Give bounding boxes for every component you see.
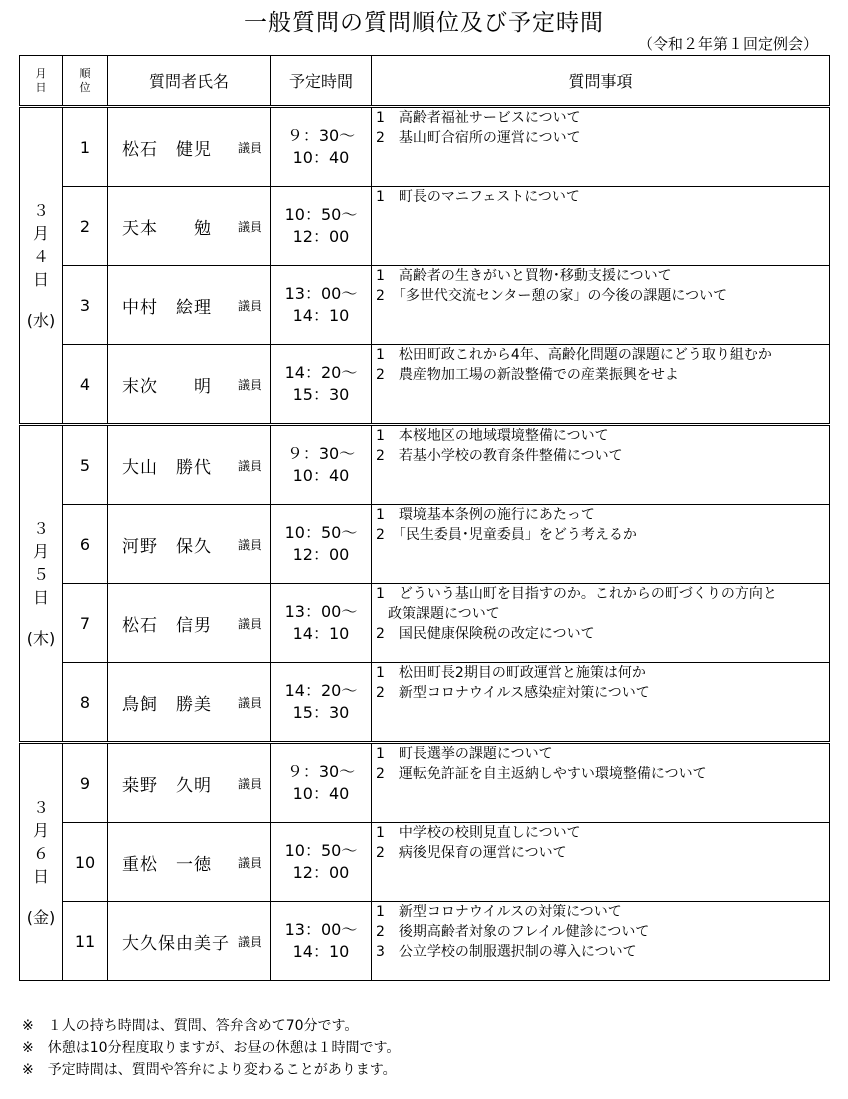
time-line: 13：00～ bbox=[284, 602, 358, 621]
time-line: 15：30 bbox=[292, 385, 350, 404]
date-char: 月 bbox=[32, 224, 49, 243]
time-line: ９：30～ bbox=[286, 444, 356, 463]
topic-item: 1 環境基本条例の施行にあたって bbox=[376, 507, 595, 523]
note-item: ※ 休憩は10分程度取りますが、お昼の休憩は１時間です。 bbox=[22, 1040, 401, 1056]
time-line: 14：10 bbox=[292, 942, 350, 961]
topic-item: 2 「多世代交流センター憩の家」の今後の課題について bbox=[376, 288, 728, 304]
topics-cell bbox=[372, 505, 830, 584]
date-char: ４ bbox=[32, 247, 49, 266]
time-line: ９：30～ bbox=[286, 126, 356, 145]
topic-item: 2 「民生委員･児童委員」をどう考えるか bbox=[376, 527, 637, 543]
topic-item: 1 高齢者福祉サービスについて bbox=[376, 110, 581, 126]
topic-item: 1 どういう基山町を目指すのか。これからの町づくりの方向と bbox=[376, 586, 777, 602]
order-cell: 3 bbox=[63, 266, 108, 345]
topic-item: 1 町長選挙の課題について bbox=[376, 746, 553, 762]
time-line: 10：40 bbox=[292, 466, 350, 485]
topics-cell bbox=[372, 425, 830, 505]
member-name: 大久保由美子 bbox=[122, 933, 230, 954]
member-name: 天本 勉 bbox=[122, 218, 212, 239]
topic-item: 1 町長のマニフェストについて bbox=[376, 189, 580, 205]
date-char: ３ bbox=[32, 201, 49, 220]
member-title: 議員 bbox=[237, 458, 262, 473]
topics-cell bbox=[372, 107, 830, 187]
date-char: ３ bbox=[32, 519, 49, 538]
order-cell: 4 bbox=[63, 345, 108, 425]
member-name: 桒野 久明 bbox=[122, 775, 212, 796]
date-cell bbox=[20, 107, 63, 425]
date-char bbox=[20, 291, 62, 309]
member-name: 松石 健児 bbox=[122, 139, 212, 160]
table-row bbox=[20, 425, 830, 505]
topic-item: 2 運転免許証を自主返納しやすい環境整備について bbox=[376, 766, 707, 782]
topic-item: 1 本桜地区の地域環境整備について bbox=[376, 428, 609, 444]
name-cell bbox=[108, 425, 271, 505]
topics-cell bbox=[372, 823, 830, 902]
name-cell bbox=[108, 345, 271, 425]
date-char: ６ bbox=[32, 843, 49, 863]
topic-item: 1 新型コロナウイルスの対策について bbox=[376, 904, 622, 920]
question-schedule-table bbox=[19, 55, 830, 981]
notes bbox=[22, 1015, 400, 1081]
note-item: ※ 予定時間は、質問や答弁により変わることがあります。 bbox=[22, 1062, 397, 1078]
time-cell bbox=[271, 505, 372, 584]
date-char: (木) bbox=[26, 629, 56, 648]
order-cell: 8 bbox=[63, 663, 108, 743]
time-line: 14：10 bbox=[292, 624, 350, 643]
member-title: 議員 bbox=[237, 219, 262, 234]
page-subtitle: （令和２年第１回定例会） bbox=[637, 35, 818, 53]
date-char: 日 bbox=[32, 588, 49, 607]
member-title: 議員 bbox=[237, 695, 262, 710]
date-char: 日 bbox=[32, 866, 49, 886]
date-char: ５ bbox=[32, 565, 49, 584]
member-name: 末次 明 bbox=[122, 376, 212, 397]
topic-item: 1 松田町政これから4年、高齢化問題の課題にどう取り組むか bbox=[376, 347, 772, 363]
name-cell bbox=[108, 663, 271, 743]
order-cell: 2 bbox=[63, 187, 108, 266]
order-cell: 11 bbox=[63, 902, 108, 981]
time-line: 13：00～ bbox=[284, 284, 358, 303]
topic-item: 1 高齢者の生きがいと買物･移動支援について bbox=[376, 268, 672, 284]
time-cell bbox=[271, 902, 372, 981]
table-row bbox=[20, 584, 830, 663]
member-title: 議員 bbox=[237, 537, 262, 552]
day-group bbox=[20, 425, 830, 743]
member-title: 議員 bbox=[237, 776, 262, 791]
time-line: 14：20～ bbox=[284, 363, 358, 382]
table-row bbox=[20, 345, 830, 425]
topic-item: 政策課題について bbox=[388, 606, 500, 622]
time-cell bbox=[271, 266, 372, 345]
time-line: 15：30 bbox=[292, 703, 350, 722]
time-line: 10：40 bbox=[292, 148, 350, 167]
time-line: 12：00 bbox=[292, 545, 350, 564]
topic-item: 1 中学校の校則見直しについて bbox=[376, 825, 581, 841]
topic-item: 2 農産物加工場の新設整備での産業振興をせよ bbox=[376, 367, 679, 383]
table-row bbox=[20, 266, 830, 345]
time-line: 13：00～ bbox=[284, 920, 358, 939]
topics-cell bbox=[372, 584, 830, 663]
date-char: (水) bbox=[26, 311, 56, 330]
topics-cell bbox=[372, 663, 830, 743]
date-char: ３ bbox=[32, 797, 49, 817]
time-line: 10：40 bbox=[292, 784, 350, 803]
topics-cell bbox=[372, 345, 830, 425]
topic-item: 2 病後児保育の運営について bbox=[376, 845, 567, 861]
time-line: 12：00 bbox=[292, 863, 350, 882]
topics-cell bbox=[372, 743, 830, 823]
name-cell bbox=[108, 902, 271, 981]
page-title: 一般質問の質問順位及び予定時間 bbox=[244, 10, 604, 36]
day-group bbox=[20, 743, 830, 981]
member-name: 中村 絵理 bbox=[122, 297, 212, 318]
time-line: 14：10 bbox=[292, 306, 350, 325]
member-name: 重松 一徳 bbox=[122, 854, 212, 875]
time-cell bbox=[271, 743, 372, 823]
member-name: 大山 勝代 bbox=[122, 457, 212, 478]
order-cell: 6 bbox=[63, 505, 108, 584]
member-name: 鳥飼 勝美 bbox=[122, 694, 212, 715]
date-cell bbox=[20, 743, 63, 981]
order-cell: 5 bbox=[63, 425, 108, 505]
name-cell bbox=[108, 743, 271, 823]
table-row bbox=[20, 663, 830, 743]
table-row bbox=[20, 902, 830, 981]
topic-item: 2 国民健康保険税の改定について bbox=[376, 626, 595, 642]
time-cell bbox=[271, 345, 372, 425]
name-cell bbox=[108, 187, 271, 266]
header-name: 質問者氏名 bbox=[108, 56, 271, 107]
date-char: 月 bbox=[32, 820, 49, 840]
date-char: (金) bbox=[26, 907, 56, 927]
time-line: 12：00 bbox=[292, 227, 350, 246]
name-cell bbox=[108, 823, 271, 902]
member-title: 議員 bbox=[237, 377, 262, 392]
date-char bbox=[20, 888, 62, 906]
date-char: 月 bbox=[32, 542, 49, 561]
table-row bbox=[20, 743, 830, 823]
member-name: 松石 信男 bbox=[122, 615, 212, 636]
name-cell bbox=[108, 107, 271, 187]
topic-item: 2 基山町合宿所の運営について bbox=[376, 130, 581, 146]
table-row bbox=[20, 107, 830, 187]
name-cell bbox=[108, 505, 271, 584]
time-cell bbox=[271, 425, 372, 505]
time-cell bbox=[271, 663, 372, 743]
member-title: 議員 bbox=[237, 140, 262, 155]
member-title: 議員 bbox=[237, 616, 262, 631]
time-cell bbox=[271, 584, 372, 663]
header-time: 予定時間 bbox=[271, 56, 372, 107]
time-line: 14：20～ bbox=[284, 681, 358, 700]
topics-cell bbox=[372, 187, 830, 266]
table-header-row bbox=[20, 56, 830, 107]
topic-item: 3 公立学校の制服選択制の導入について bbox=[376, 944, 637, 960]
name-cell bbox=[108, 266, 271, 345]
member-title: 議員 bbox=[237, 934, 262, 949]
order-cell: 7 bbox=[63, 584, 108, 663]
topic-item: 2 新型コロナウイルス感染症対策について bbox=[376, 685, 650, 701]
order-cell: 1 bbox=[63, 107, 108, 187]
header-topics: 質問事項 bbox=[372, 56, 830, 107]
member-title: 議員 bbox=[237, 855, 262, 870]
header-date: 月 日 bbox=[20, 56, 63, 107]
topics-cell bbox=[372, 266, 830, 345]
table-row bbox=[20, 187, 830, 266]
note-item: ※ １人の持ち時間は、質問、答弁含めて70分です。 bbox=[22, 1018, 359, 1034]
time-line: 10：50～ bbox=[284, 205, 358, 224]
time-line: 10：50～ bbox=[284, 841, 358, 860]
date-cell bbox=[20, 425, 63, 743]
table-row bbox=[20, 823, 830, 902]
header-order: 順 位 bbox=[63, 56, 108, 107]
day-group bbox=[20, 107, 830, 425]
time-cell bbox=[271, 187, 372, 266]
name-cell bbox=[108, 584, 271, 663]
order-cell: 10 bbox=[63, 823, 108, 902]
time-line: 10：50～ bbox=[284, 523, 358, 542]
topic-item: 2 若基小学校の教育条件整備について bbox=[376, 448, 623, 464]
date-char: 日 bbox=[32, 270, 49, 289]
table-row bbox=[20, 505, 830, 584]
topic-item: 2 後期高齢者対象のフレイル健診について bbox=[376, 924, 650, 940]
time-cell bbox=[271, 823, 372, 902]
time-line: ９：30～ bbox=[286, 762, 356, 781]
member-name: 河野 保久 bbox=[122, 536, 212, 557]
time-cell bbox=[271, 107, 372, 187]
date-char bbox=[20, 609, 62, 627]
order-cell: 9 bbox=[63, 743, 108, 823]
topic-item: 1 松田町長2期目の町政運営と施策は何か bbox=[376, 665, 646, 681]
topics-cell bbox=[372, 902, 830, 981]
member-title: 議員 bbox=[237, 298, 262, 313]
